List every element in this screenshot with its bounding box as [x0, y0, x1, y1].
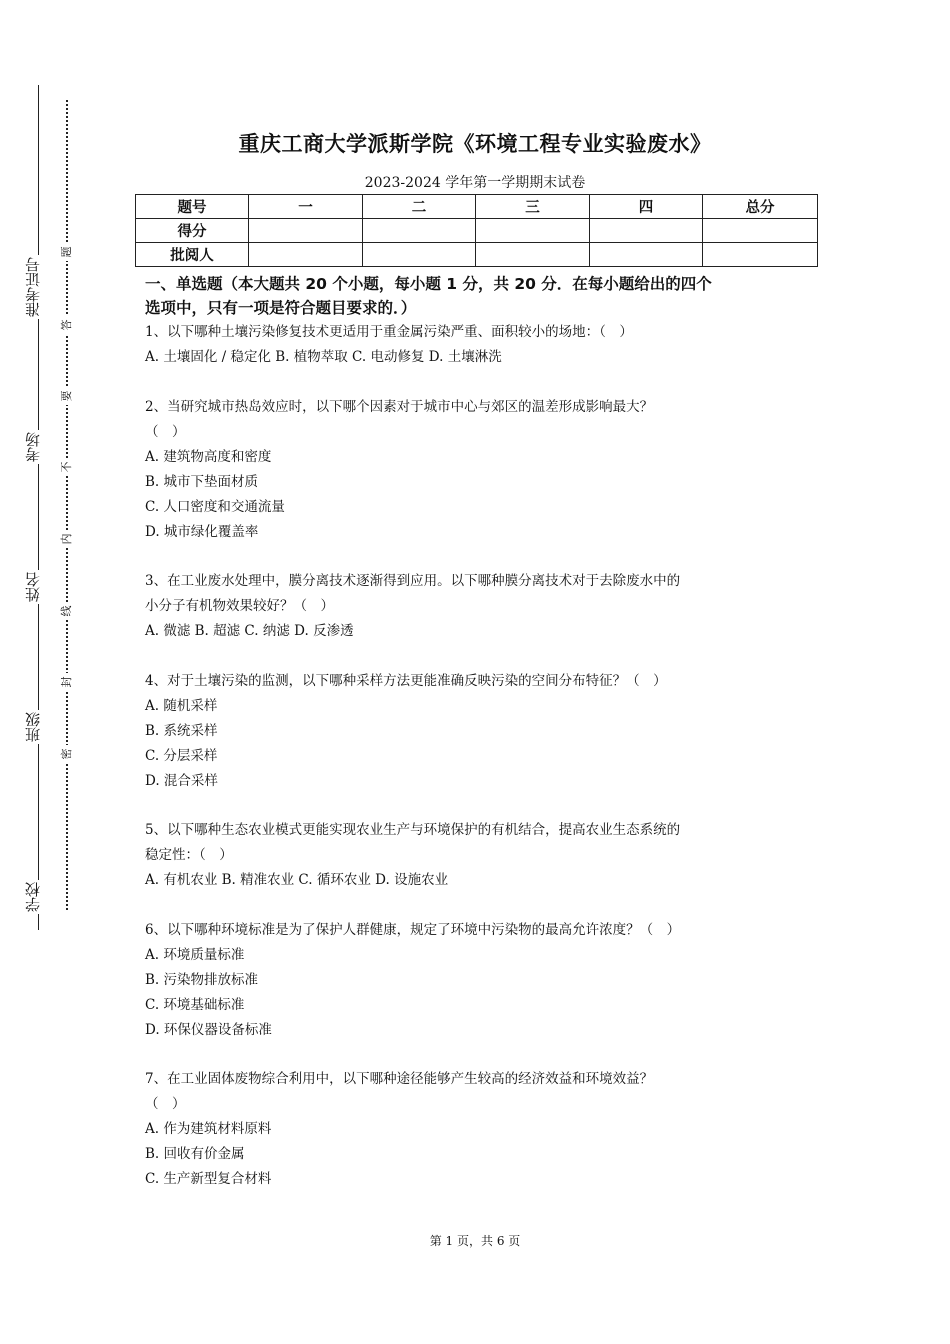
seal-char: 不 [59, 458, 75, 476]
school-label: 学校 [18, 880, 48, 914]
table-row [136, 219, 818, 243]
question-5-stem: 5、以下哪种生态农业模式更能实现农业生产与环境保护的有机结合，提高农业生态系统的 [145, 822, 681, 838]
seal-dotted-line [66, 100, 68, 910]
section-heading-line: 一、单选题（本大题共 20 个小题，每小题 1 分，共 20 分．在每小题给出的四个 [145, 275, 712, 293]
question-6-option-c: C. 环境基础标准 [145, 997, 245, 1013]
score-table [135, 194, 818, 267]
seal-char: 答 [59, 316, 75, 334]
page-title: 重庆工商大学派斯学院《环境工程专业实验废水》 [238, 132, 712, 156]
table-cell [703, 219, 818, 243]
table-cell: 三 [476, 195, 590, 219]
question-4-option-a: A. 随机采样 [145, 698, 218, 714]
table-cell [590, 243, 703, 267]
question-1-options: A. 土壤固化 / 稳定化 B. 植物萃取 C. 电动修复 D. 土壤淋洗 [145, 349, 502, 365]
table-cell [590, 219, 703, 243]
class-label: 班级 [18, 710, 48, 744]
table-cell: 批阅人 [136, 243, 249, 267]
question-2-option-b: B. 城市下垫面材质 [145, 474, 259, 490]
question-3-stem: 3、在工业废水处理中，膜分离技术逐渐得到应用。以下哪种膜分离技术对于去除废水中的 [145, 573, 681, 589]
exam-subtitle: 2023-2024 学年第一学期期末试卷 [364, 175, 586, 191]
question-3-stem-cont: 小分子有机物效果较好？（ ） [145, 598, 334, 614]
table-cell [363, 219, 476, 243]
question-4-stem: 4、对于土壤污染的监测，以下哪种采样方法更能准确反映污染的空间分布特征？（ ） [145, 673, 667, 689]
question-3-options: A. 微滤 B. 超滤 C. 纳滤 D. 反渗透 [145, 623, 354, 639]
seal-char: 封 [59, 673, 75, 691]
question-6-option-d: D. 环保仪器设备标准 [145, 1022, 272, 1038]
table-cell [249, 243, 363, 267]
table-cell: 得分 [136, 219, 249, 243]
question-7-stem: 7、在工业固体废物综合利用中，以下哪种途径能够产生较高的经济效益和环境效益？ [145, 1071, 654, 1087]
table-row [136, 243, 818, 267]
question-6-option-b: B. 污染物排放标准 [145, 972, 259, 988]
question-4-option-c: C. 分层采样 [145, 748, 218, 764]
name-label: 姓名 [18, 570, 48, 604]
question-1-stem: 1、以下哪种土壤污染修复技术更适用于重金属污染严重、面积较小的场地：（ ） [145, 324, 633, 340]
table-cell [476, 219, 590, 243]
table-cell [476, 243, 590, 267]
question-2-option-a: A. 建筑物高度和密度 [145, 449, 272, 465]
seal-char: 要 [59, 387, 75, 405]
question-2-stem: 2、当研究城市热岛效应时，以下哪个因素对于城市中心与郊区的温差形成影响最大？ [145, 399, 654, 415]
question-7-option-a: A. 作为建筑材料原料 [145, 1121, 272, 1137]
page-number: 第 1 页，共 6 页 [429, 1234, 521, 1248]
table-cell: 题号 [136, 195, 249, 219]
question-7-stem-cont: （ ） [145, 1096, 186, 1112]
section-heading-line: 选项中，只有一项是符合题目要求的．） [145, 299, 417, 317]
question-5-options: A. 有机农业 B. 精准农业 C. 循环农业 D. 设施农业 [145, 872, 449, 888]
section-heading [145, 272, 817, 320]
question-5-stem-cont: 稳定性：（ ） [145, 847, 233, 863]
question-6-stem: 6、以下哪种环境标准是为了保护人群健康，规定了环境中污染物的最高允许浓度？（ ） [145, 922, 681, 938]
seal-char: 内 [59, 530, 75, 548]
question-2-option-c: C. 人口密度和交通流量 [145, 499, 285, 515]
binding-fields [18, 60, 48, 940]
question-2-option-d: D. 城市绿化覆盖率 [145, 524, 259, 540]
table-cell: 总分 [703, 195, 818, 219]
question-4-option-b: B. 系统采样 [145, 723, 218, 739]
exam-room-label: 考场 [18, 430, 48, 464]
table-cell: 二 [363, 195, 476, 219]
question-4-option-d: D. 混合采样 [145, 773, 218, 789]
question-7-option-c: C. 生产新型复合材料 [145, 1171, 272, 1187]
table-cell [703, 243, 818, 267]
table-row [136, 195, 818, 219]
question-6-option-a: A. 环境质量标准 [145, 947, 245, 963]
table-cell: 四 [590, 195, 703, 219]
table-cell: 一 [249, 195, 363, 219]
seal-char: 密 [59, 745, 75, 763]
question-7-option-b: B. 回收有价金属 [145, 1146, 245, 1162]
seal-char: 题 [59, 243, 75, 261]
exam-id-label: 准考证号 [18, 255, 48, 319]
table-cell [249, 219, 363, 243]
table-cell [363, 243, 476, 267]
seal-char: 线 [59, 602, 75, 620]
question-2-stem-cont: （ ） [145, 424, 186, 440]
